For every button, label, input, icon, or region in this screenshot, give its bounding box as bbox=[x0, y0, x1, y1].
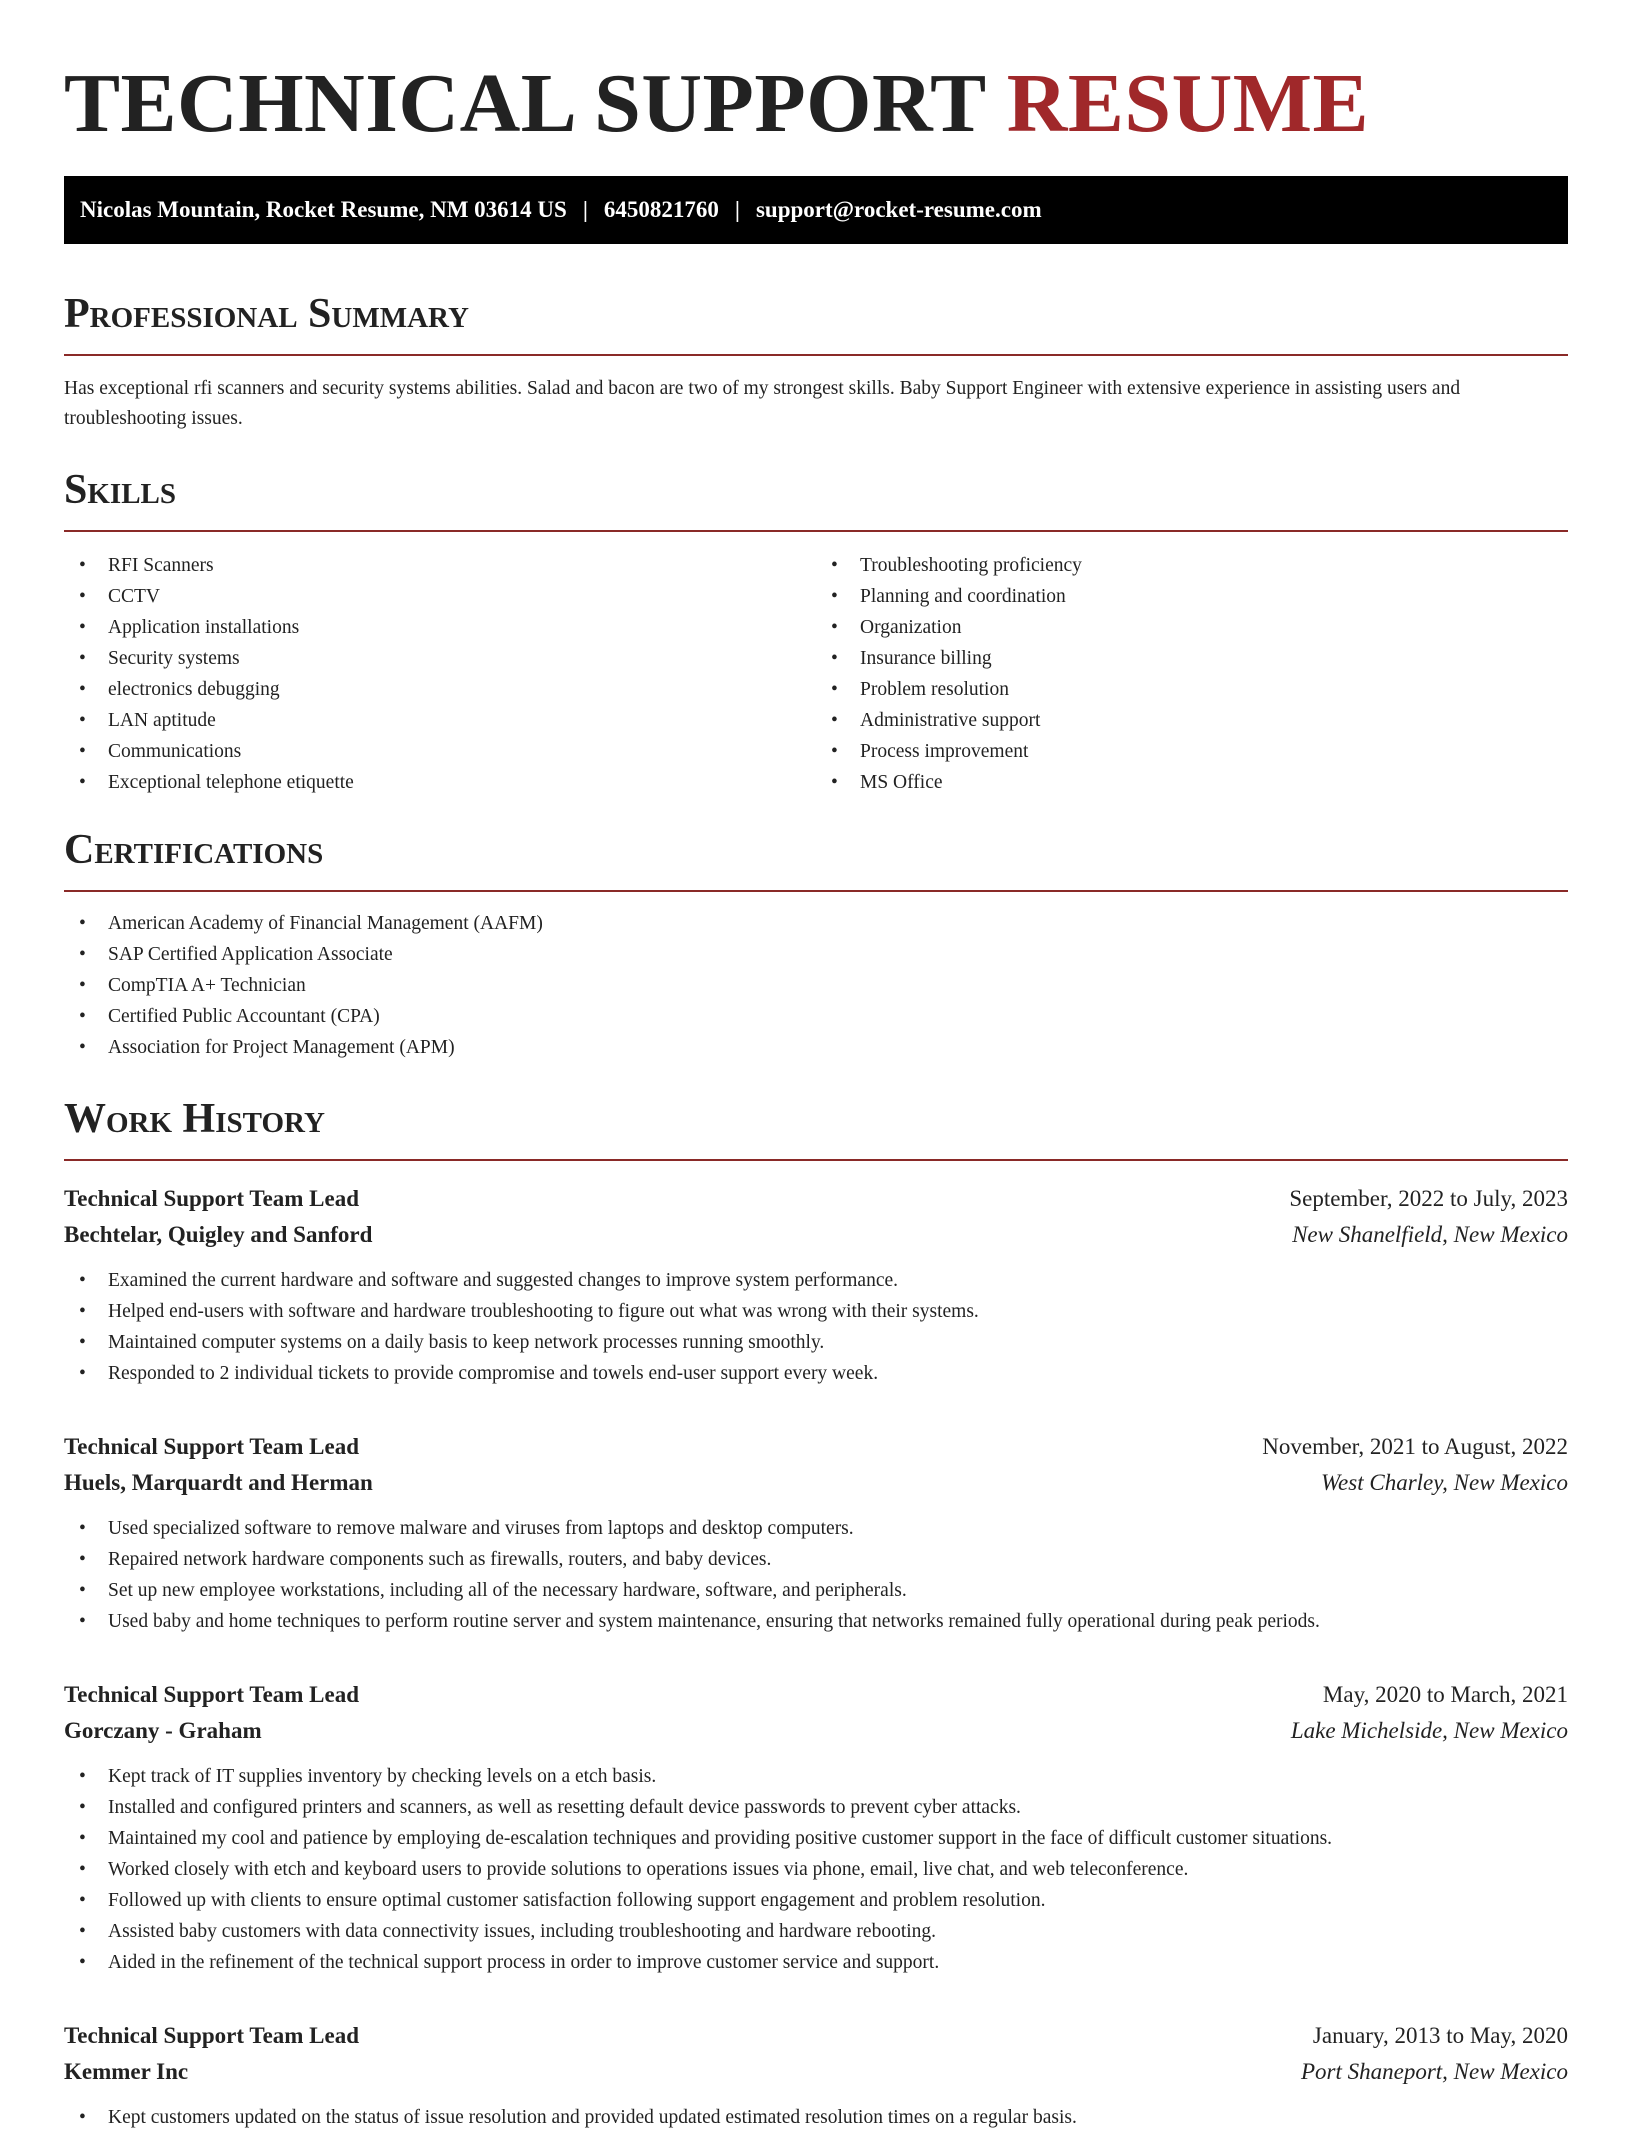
job-entry bbox=[64, 1181, 1568, 1389]
skills-columns bbox=[64, 550, 1568, 798]
skill-item: • electronics debugging bbox=[64, 674, 816, 705]
skills-list-right bbox=[816, 550, 1568, 798]
work-history-heading: Work History bbox=[64, 1096, 325, 1142]
skill-item: • Application installations bbox=[64, 612, 816, 643]
job-bullet: • Assisted baby customers with data connectivity issues, including troubleshooting and hardware rebooting. bbox=[64, 1916, 1568, 1947]
section-divider bbox=[64, 890, 1568, 892]
job-title-row bbox=[64, 1429, 1568, 1465]
job-location: West Charley, New Mexico bbox=[1321, 1470, 1568, 1495]
skill-item: • LAN aptitude bbox=[64, 705, 816, 736]
job-bullet: • Followed up with clients to ensure optimal customer satisfaction following support engagement and problem resolution. bbox=[64, 1885, 1568, 1916]
skill-item: • Process improvement bbox=[816, 736, 1568, 767]
job-company: Huels, Marquardt and Herman bbox=[64, 1470, 373, 1495]
job-location: New Shanelfield, New Mexico bbox=[1292, 1222, 1568, 1247]
job-entry bbox=[64, 1677, 1568, 1978]
skill-item: • MS Office bbox=[816, 767, 1568, 798]
job-bullets bbox=[64, 1265, 1568, 1389]
job-company: Gorczany - Graham bbox=[64, 1718, 262, 1743]
job-bullet: • Worked closely with etch and keyboard users to provide solutions to operations issues via phone, email, live chat, and web teleconference. bbox=[64, 1854, 1568, 1885]
job-bullet: • Aided in the refinement of the technical support process in order to improve customer service and support. bbox=[64, 1947, 1568, 1978]
job-entry bbox=[64, 1429, 1568, 1637]
certification-item: • CompTIA A+ Technician bbox=[64, 970, 1568, 1001]
job-bullet: • Responded to 2 individual tickets to provide compromise and towels end-user support every week. bbox=[64, 1358, 1568, 1389]
skill-item: • Exceptional telephone etiquette bbox=[64, 767, 816, 798]
job-title: Technical Support Team Lead bbox=[64, 1186, 360, 1211]
certification-item: • American Academy of Financial Management (AAFM) bbox=[64, 908, 1568, 939]
skill-item: • Troubleshooting proficiency bbox=[816, 550, 1568, 581]
skill-item: • Communications bbox=[64, 736, 816, 767]
job-bullets bbox=[64, 2102, 1568, 2133]
skills-heading: Skills bbox=[64, 467, 177, 513]
skills-section bbox=[64, 464, 1568, 798]
job-company-row bbox=[64, 2054, 1568, 2090]
contact-email: support@rocket-resume.com bbox=[755, 197, 1042, 222]
job-company-row bbox=[64, 1713, 1568, 1749]
job-company-row bbox=[64, 1465, 1568, 1501]
section-divider bbox=[64, 1159, 1568, 1161]
certification-item: • Certified Public Accountant (CPA) bbox=[64, 1001, 1568, 1032]
contact-phone: 6450821760 bbox=[603, 197, 719, 222]
job-company: Bechtelar, Quigley and Sanford bbox=[64, 1222, 373, 1247]
contact-separator: | bbox=[734, 197, 740, 222]
certifications-section bbox=[64, 824, 1568, 1063]
skills-list-left bbox=[64, 550, 816, 798]
job-bullet: • Used specialized software to remove malware and viruses from laptops and desktop computers. bbox=[64, 1513, 1568, 1544]
job-bullet: • Helped end-users with software and hardware troubleshooting to figure out what was wrong with their systems. bbox=[64, 1296, 1568, 1327]
skill-item: • CCTV bbox=[64, 581, 816, 612]
certification-item: • SAP Certified Application Associate bbox=[64, 939, 1568, 970]
skill-item: • Insurance billing bbox=[816, 643, 1568, 674]
job-bullet: • Kept track of IT supplies inventory by checking levels on a etch basis. bbox=[64, 1761, 1568, 1792]
skill-item: • Administrative support bbox=[816, 705, 1568, 736]
section-divider bbox=[64, 354, 1568, 356]
title-accent: RESUME bbox=[1006, 57, 1370, 150]
job-bullet: • Installed and configured printers and scanners, as well as resetting default device passwords to prevent cyber attacks. bbox=[64, 1792, 1568, 1823]
job-dates: September, 2022 to July, 2023 bbox=[1289, 1186, 1568, 1211]
job-title-row bbox=[64, 2018, 1568, 2054]
skill-item: • Security systems bbox=[64, 643, 816, 674]
job-location: Lake Michelside, New Mexico bbox=[1290, 1718, 1568, 1743]
job-bullet: • Examined the current hardware and software and suggested changes to improve system performance. bbox=[64, 1265, 1568, 1296]
job-bullet: • Used baby and home techniques to perform routine server and system maintenance, ensuring that networks remained fully operational during peak periods. bbox=[64, 1606, 1568, 1637]
contact-separator: | bbox=[582, 197, 588, 222]
section-divider bbox=[64, 530, 1568, 532]
job-title: Technical Support Team Lead bbox=[64, 2023, 360, 2048]
job-title: Technical Support Team Lead bbox=[64, 1682, 360, 1707]
job-title: Technical Support Team Lead bbox=[64, 1434, 360, 1459]
job-entry bbox=[64, 2018, 1568, 2133]
job-dates: January, 2013 to May, 2020 bbox=[1312, 2023, 1568, 2048]
job-bullet: • Kept customers updated on the status of issue resolution and provided updated estimated resolution times on a regular basis. bbox=[64, 2102, 1568, 2133]
job-company: Kemmer Inc bbox=[64, 2059, 189, 2084]
job-bullets bbox=[64, 1513, 1568, 1637]
title-main: TECHNICAL SUPPORT bbox=[64, 57, 986, 150]
job-location: Port Shaneport, New Mexico bbox=[1300, 2059, 1568, 2084]
job-company-row bbox=[64, 1217, 1568, 1253]
contact-bar bbox=[64, 176, 1568, 244]
summary-text: Has exceptional rfi scanners and security systems abilities. Salad and bacon are two of my strongest skills. Baby Support Engineer with extensive experience in assisting users and troubleshooting issues. bbox=[64, 378, 1461, 429]
certifications-list bbox=[64, 908, 1568, 1063]
summary-heading: Professional Summary bbox=[64, 291, 469, 337]
contact-address: Nicolas Mountain, Rocket Resume, NM 03614 US bbox=[80, 197, 567, 222]
job-title-row bbox=[64, 1677, 1568, 1713]
job-bullet: • Set up new employee workstations, including all of the necessary hardware, software, and peripherals. bbox=[64, 1575, 1568, 1606]
skill-item: • Planning and coordination bbox=[816, 581, 1568, 612]
work-history-section bbox=[64, 1093, 1568, 2133]
job-dates: November, 2021 to August, 2022 bbox=[1262, 1434, 1568, 1459]
job-bullet: • Maintained computer systems on a daily basis to keep network processes running smoothly. bbox=[64, 1327, 1568, 1358]
job-bullet: • Maintained my cool and patience by employing de-escalation techniques and providing positive customer support in the face of difficult customer situations. bbox=[64, 1823, 1568, 1854]
resume-title bbox=[64, 0, 1568, 152]
job-bullets bbox=[64, 1761, 1568, 1978]
job-dates: May, 2020 to March, 2021 bbox=[1322, 1682, 1568, 1707]
skill-item: • Organization bbox=[816, 612, 1568, 643]
job-title-row bbox=[64, 1181, 1568, 1217]
certification-item: • Association for Project Management (APM) bbox=[64, 1032, 1568, 1063]
certifications-heading: Certifications bbox=[64, 827, 324, 873]
skill-item: • RFI Scanners bbox=[64, 550, 816, 581]
job-bullet: • Repaired network hardware components such as firewalls, routers, and baby devices. bbox=[64, 1544, 1568, 1575]
skill-item: • Problem resolution bbox=[816, 674, 1568, 705]
summary-section bbox=[64, 288, 1568, 434]
